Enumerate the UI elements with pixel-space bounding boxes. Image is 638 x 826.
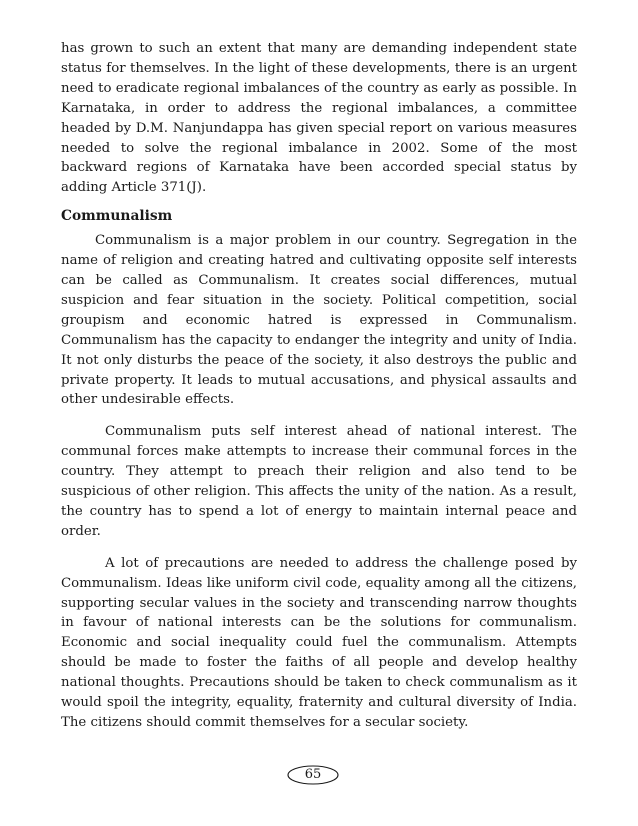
body-paragraph-1: Communalism is a major problem in our country. Segregation in the name of religion and creating hatred and cultivating opposite self interests can be called as Communalism. It creates social differences, mutual suspicion and fear situation in the society. Political competition, social groupism and economic hatred is expressed in Communalism. Communalism has the capacity to endanger the integrity and unity of India. It not only disturbs the peace of the society, it also destroys the public and private property. It leads to mutual accusations, and physical assaults and other undesirable effects. bbox=[61, 233, 577, 408]
body-paragraph-3: A lot of precautions are needed to address the challenge posed by Communalism. Ideas like uniform civil code, equality among all the citizens, supporting secular values in the society and transcending narrow thoughts in favour of national interests can be the solutions for communalism. Economic and social inequality could fuel the communalism. Attempts should be made to foster the faiths of all people and develop healthy national thoughts. Precautions should be taken to check communalism as it would spoil the integrity, equality, fraternity and cultural diversity of India. The citizens should commit themselves for a secular society. bbox=[61, 555, 577, 730]
intro-paragraph: has grown to such an extent that many are demanding independent state status for themselves. In the light of these developments, there is an urgent need to eradicate regional imbalances of the country as early as possible. In Karnataka, in order to address the regional imbalances, a committee headed by D.M. Nanjundappa has given special report on various measures needed to solve the regional imbalance in 2002. Some of the most backward regions of Karnataka have been accorded special status by adding Article 371(J). bbox=[61, 41, 577, 196]
body-paragraph-2: Communalism puts self interest ahead of national interest. The communal forces make attempts to increase their communal forces in the country. They attempt to preach their religion and also tend to be suspicious of other religion. This affects the unity of the nation. As a result, the country has to spend a lot of energy to maintain internal peace and order. bbox=[61, 424, 577, 539]
section-heading: Communalism bbox=[61, 208, 173, 225]
page-number: 65 bbox=[304, 767, 322, 782]
page-body bbox=[61, 39, 577, 733]
page-number-badge bbox=[287, 765, 339, 785]
